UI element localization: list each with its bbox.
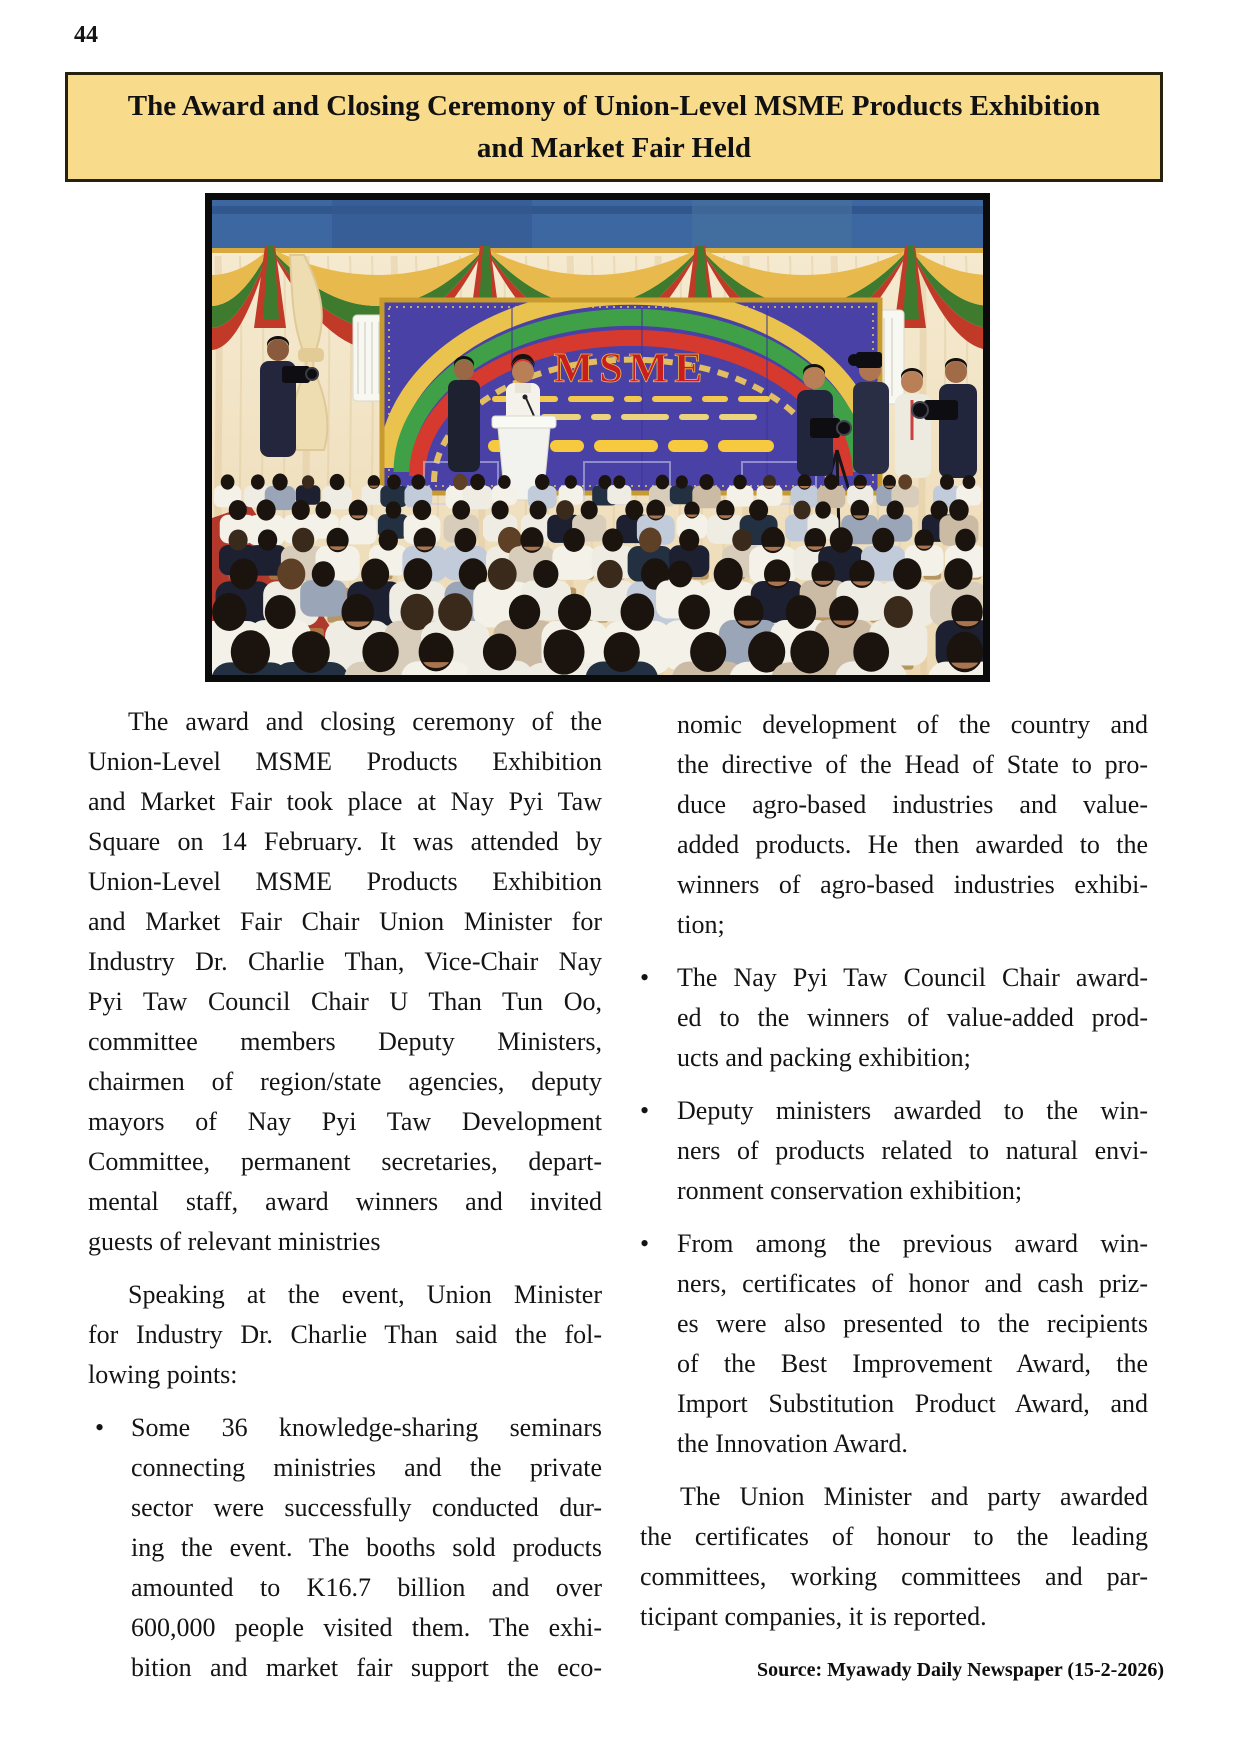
- text-line: chairmen of region/state agencies, deputy: [88, 1067, 602, 1096]
- article-title-banner: [65, 72, 1163, 182]
- text-line: the Innovation Award.: [677, 1429, 908, 1458]
- bullet-block: [640, 1224, 1148, 1464]
- text-line: The Nay Pyi Taw Council Chair award-: [677, 963, 1148, 992]
- text-line: guests of relevant ministries: [88, 1227, 381, 1256]
- text-line: ucts and packing exhibition;: [677, 1043, 971, 1072]
- text-line: added products. He then awarded to the: [677, 830, 1148, 859]
- bullet-marker: •: [640, 1096, 650, 1125]
- para-block: [88, 702, 602, 1262]
- text-line: Industry Dr. Charlie Than, Vice-Chair Nay: [88, 947, 602, 976]
- text-line: 600,000 people visited them. The exhi-: [131, 1613, 602, 1642]
- text-line: mayors of Nay Pyi Taw Development: [88, 1107, 602, 1136]
- text-line: Deputy ministers awarded to the win-: [677, 1096, 1148, 1125]
- text-line: lowing points:: [88, 1360, 238, 1389]
- text-line: sector were successfully conducted dur-: [131, 1493, 602, 1522]
- text-line: mental staff, award winners and invited: [88, 1187, 602, 1216]
- text-line: duce agro-based industries and value-: [677, 790, 1148, 819]
- audience: [212, 474, 983, 675]
- text-line: ners of products related to natural envi-: [677, 1136, 1148, 1165]
- ceiling: [212, 200, 983, 253]
- text-line: Union-Level MSME Products Exhibition: [88, 867, 602, 896]
- article-title-line1: The Award and Closing Ceremony of Union-Level MSME Products Exhibition: [127, 90, 1101, 122]
- text-line: bition and market fair support the eco-: [131, 1653, 602, 1682]
- bullet-marker: •: [640, 1229, 650, 1258]
- text-line: Speaking at the event, Union Minister: [128, 1280, 602, 1309]
- text-line: Pyi Taw Council Chair U Than Tun Oo,: [88, 987, 602, 1016]
- text-line: es were also presented to the recipients: [677, 1309, 1148, 1338]
- text-line: ronment conservation exhibition;: [677, 1176, 1023, 1205]
- article-column-right: [640, 705, 1164, 1682]
- text-line: and Market Fair took place at Nay Pyi Taw: [88, 787, 602, 816]
- text-line: Square on 14 February. It was attended by: [88, 827, 602, 856]
- text-line: The Union Minister and party awarded: [680, 1482, 1148, 1511]
- para-block: [640, 1477, 1148, 1637]
- text-line: Some 36 knowledge-sharing seminars: [131, 1413, 602, 1442]
- text-line: the directive of the Head of State to pro-: [677, 750, 1148, 779]
- text-line: From among the previous award win-: [677, 1229, 1148, 1258]
- ceremony-photo: [205, 193, 990, 682]
- text-line: connecting ministries and the private: [131, 1453, 602, 1482]
- text-line: and Market Fair Chair Union Minister for: [88, 907, 602, 936]
- bullet-block: [640, 1091, 1148, 1211]
- text-line: The award and closing ceremony of the: [128, 707, 602, 736]
- text-line: Import Substitution Product Award, and: [677, 1389, 1148, 1418]
- article-title-line2: and Market Fair Held: [476, 132, 752, 164]
- bullet-block: [640, 958, 1148, 1078]
- text-line: of the Best Improvement Award, the: [677, 1349, 1148, 1378]
- text-line: amounted to K16.7 billion and over: [131, 1573, 602, 1602]
- text-line: tion;: [677, 910, 725, 939]
- text-line: ed to the winners of value-added prod-: [677, 1003, 1148, 1032]
- text-line: ners, certificates of honor and cash priz-: [677, 1269, 1148, 1298]
- msme-banner-text: MSME: [553, 346, 709, 392]
- text-line: committee members Deputy Ministers,: [88, 1027, 602, 1056]
- text-line: ing the event. The booths sold products: [131, 1533, 602, 1562]
- source-attribution: Source: Myawady Daily Newspaper (15-2-2026): [756, 1659, 1164, 1681]
- text-line: Committee, permanent secretaries, depart-: [88, 1147, 602, 1176]
- text-line: ticipant companies, it is reported.: [640, 1602, 987, 1631]
- text-line: winners of agro-based industries exhibi-: [677, 870, 1148, 899]
- page-number: 44: [74, 22, 98, 48]
- text-line: Union-Level MSME Products Exhibition: [88, 747, 602, 776]
- cont-block: [640, 705, 1148, 945]
- para-block: [88, 1275, 602, 1395]
- bullet-block: [88, 1408, 602, 1688]
- text-line: committees, working committees and par-: [640, 1562, 1148, 1591]
- article-column-left: [88, 702, 602, 1701]
- bullet-marker: •: [640, 963, 650, 992]
- text-line: the certificates of honour to the leading: [640, 1522, 1148, 1551]
- text-line: for Industry Dr. Charlie Than said the fol-: [88, 1320, 602, 1349]
- text-line: nomic development of the country and: [677, 710, 1148, 739]
- bullet-marker: •: [95, 1413, 105, 1442]
